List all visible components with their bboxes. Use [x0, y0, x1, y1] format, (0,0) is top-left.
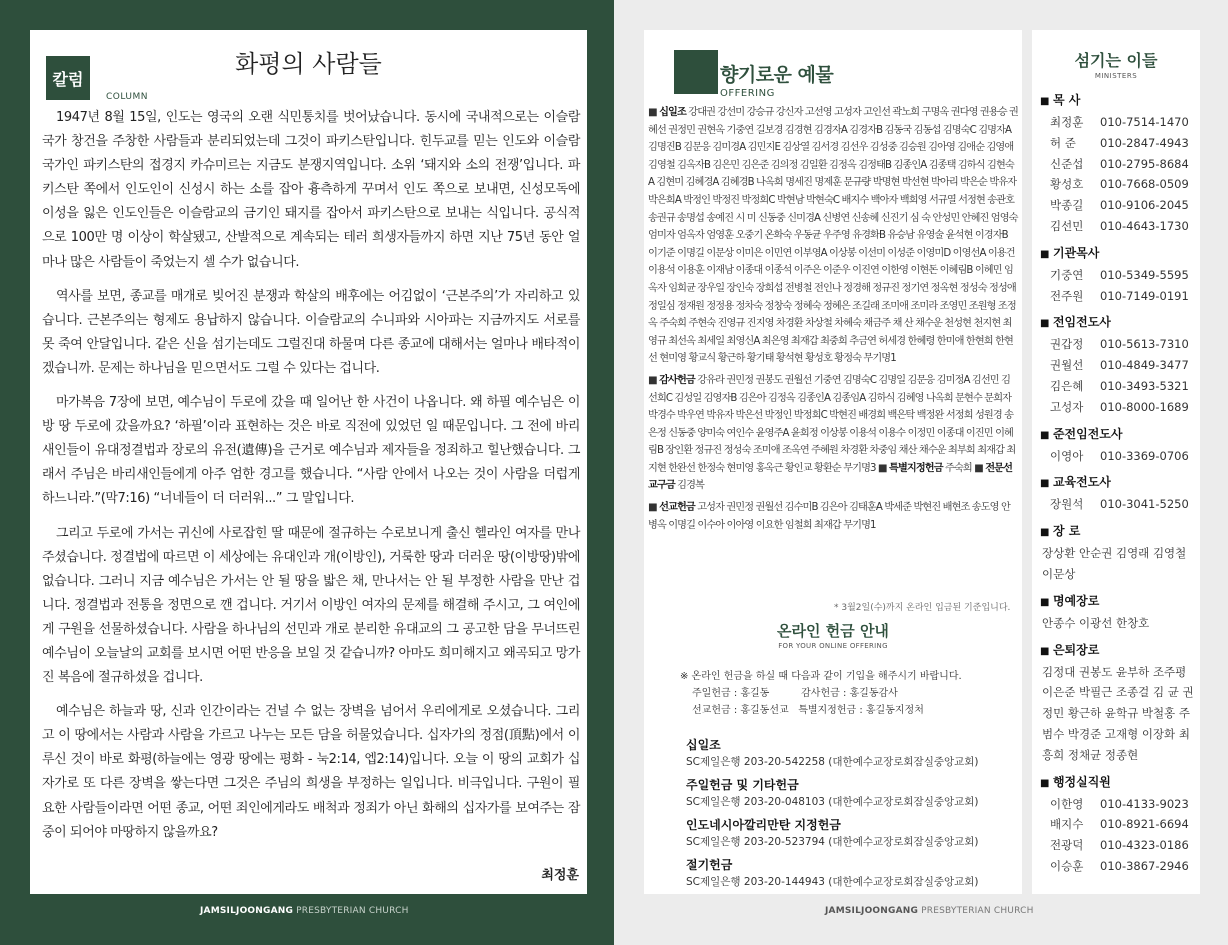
- minister-name: 이영아: [1050, 448, 1084, 463]
- minister-names: 안종수 이광선 한창호: [1042, 615, 1150, 630]
- minister-phone: 010-4323-0186: [1100, 838, 1189, 853]
- minister-row: [1040, 835, 1200, 856]
- offering-section-names: 주숙희: [945, 462, 972, 474]
- footer-left: [200, 906, 409, 916]
- minister-phone: 010-7668-0509: [1100, 177, 1189, 192]
- online-offering-row: 선교헌금 : 홍길동선교 특별지정헌금 : 홍길동지정처: [692, 705, 924, 716]
- ministers-title: 섬기는 이들: [1074, 51, 1158, 70]
- offering-tag-block: [674, 50, 718, 94]
- offering-section-names: 강유라 권민정 권봉도 권월선 기중연 김명숙C 김명일 김문응 김미정A 김선민 김선희C 김성일 김영자B 김은아 김정옥 김종인A 김종임A 김하식 김혜영 나옥희 문현수 문희자 박경수 박우연 박유자 박은선 박정인 박정희C 박현진 배경희 백은탁 백정완 서정희 성원경 송은정 신동중 양미숙 여인수 윤영주A 윤희정 이상봉 이용석 이용수 이정민 이종대 이진민 이혜림B 장인환 정규진 정성숙 조미애 조옥연 주혜원 차경환 차중임 채산 채수운 최부희 최재갑 최지현 한완선 한정숙 현미영 홍옥근 황인교 황환순 무기명3: [648, 374, 1016, 474]
- minister-group-heading: ■ 목 사: [1040, 90, 1200, 112]
- account-number: SC제일은행 203-20-542258 (대한예수교장로회잠실중앙교회): [686, 756, 979, 768]
- minister-name: 전주원: [1050, 288, 1084, 303]
- minister-name: 장원석: [1050, 497, 1084, 512]
- minister-row: [1040, 154, 1200, 175]
- minister-name: 허 준: [1050, 135, 1076, 150]
- account-name: 인도네시아깔리만탄 지정헌금: [686, 818, 841, 832]
- ministers-panel: [1032, 30, 1200, 894]
- minister-row: [1040, 195, 1200, 216]
- minister-row: [1040, 446, 1200, 467]
- minister-group-heading: ■ 은퇴장로: [1040, 640, 1200, 662]
- online-offering-row: 주일헌금 : 홍길동 감사헌금 : 홍길동감사: [692, 688, 898, 699]
- minister-phone: 010-8921-6694: [1100, 817, 1189, 832]
- footer-brand-bold: JAMSILJOONGANG: [825, 906, 919, 916]
- minister-phone: 010-5349-5595: [1100, 267, 1189, 282]
- minister-group: [1040, 591, 1200, 634]
- offering-section: ■ 감사헌금 강유라 권민정 권봉도 권월선 기중연 김명숙C 김명일 김문응 김미정A 김선민 김선희C 김성일 김영자B 김은아 김정옥 김종인A 김종임A 김하식 김혜영 나옥희 문현수 문희자 박경수 박우연 박유자 박은선 박정인 박정희C 박현진 배경희 백은탁 백정완 서정희 성원경 송은정 신동중 양미숙 여인수 윤영주A 윤희정 이상봉 이용석 이용수 이정민 이종대 이진민 이혜림B 장인환 정규진 정성숙 조미애 조옥연 주혜원 차경환 차중임 채산 채수운 최부희 최재갑 최지현 한완선 한정숙 현미영 홍옥근 황인교 황환순 무기명3 ■ 특별지정헌금 주숙희 ■ 전문선교구금 김경복: [648, 374, 1016, 492]
- minister-group-heading: ■ 전임전도사: [1040, 312, 1200, 334]
- minister-group-heading: ■ 교육전도사: [1040, 472, 1200, 494]
- minister-row: [1040, 814, 1200, 835]
- footer-brand-bold: JAMSILJOONGANG: [200, 906, 294, 916]
- minister-phone: 010-2795-8684: [1100, 156, 1189, 171]
- offering-section-label: 전문선교구금: [648, 462, 1013, 492]
- footer-brand-rest: PRESBYTERIAN CHURCH: [918, 906, 1034, 916]
- account-name: 절기헌금: [686, 858, 733, 872]
- minister-group: [1040, 90, 1200, 237]
- minister-row: [1040, 174, 1200, 195]
- minister-phone: 010-7149-0191: [1100, 288, 1189, 303]
- minister-row: [1040, 133, 1200, 154]
- offering-section-label: 십일조: [659, 107, 686, 118]
- offering-section-names: 고성자 권민정 권월선 김수미B 김은아 김태훈A 박세준 박현진 배현조 송도영 안병옥 이명길 이수아 이아영 이요한 임철희 최재갑 무기명1: [648, 502, 1010, 531]
- offering-section-names: 김경복: [677, 480, 704, 492]
- minister-phone: 010-3041-5250: [1100, 497, 1189, 512]
- minister-group: [1040, 312, 1200, 417]
- account-list: [686, 736, 979, 896]
- offering-list: [648, 104, 1018, 538]
- column-body: [42, 106, 580, 855]
- minister-group-heading: ■ 행정실직원: [1040, 772, 1200, 794]
- minister-name: 전광덕: [1050, 838, 1084, 853]
- minister-row: [1040, 376, 1200, 397]
- minister-name: 배지수: [1050, 817, 1084, 832]
- minister-row: [1040, 265, 1200, 286]
- footer-right: [825, 906, 1034, 916]
- column-tag-sub: COLUMN: [106, 92, 149, 102]
- minister-row: [1040, 794, 1200, 815]
- minister-name: 김선민: [1050, 218, 1084, 233]
- minister-name: 최정훈: [1050, 115, 1084, 129]
- minister-group: [1040, 640, 1200, 766]
- minister-group: [1040, 243, 1200, 307]
- minister-phone: 010-3493-5321: [1100, 378, 1189, 393]
- offering-sub: OFFERING: [720, 88, 775, 99]
- minister-row: [1040, 216, 1200, 237]
- offering-section-label: 감사헌금: [659, 374, 695, 386]
- column-title: 화평의 사람들: [235, 50, 382, 78]
- account-item: [686, 736, 979, 771]
- footer-brand-rest: PRESBYTERIAN CHURCH: [293, 906, 409, 916]
- column-paragraph: 역사를 보면, 종교를 매개로 빚어진 분쟁과 학살의 배후에는 어김없이 ‘근본주의’가 자리하고 있습니다. 근본주의는 형제도 용납하지 않습니다. 이슬람교의 수니파와 시아파는 지금까지도 서로를 못 죽여 안달입니다. 같은 신을 섬기는데도 그럴진대 하물며 다른 종교에 대해서는 얼마나 배타적이겠습니까. 문제는 하나님을 믿으면서도 그럴 수 있다는 겁니다.: [42, 288, 580, 376]
- minister-group: [1040, 472, 1200, 515]
- minister-row: [1040, 355, 1200, 376]
- minister-phone: 010-3867-2946: [1100, 858, 1189, 873]
- minister-name: 권월선: [1050, 358, 1084, 373]
- minister-phone: 010-4133-9023: [1100, 796, 1189, 811]
- offering-title: 향기로운 예물: [720, 64, 834, 86]
- column-paragraph: 그리고 두로에 가서는 귀신에 사로잡힌 딸 때문에 절규하는 수로보니게 출신 헬라인 여자를 만나주셨습니다. 정결법에 따르면 이 세상에는 유대인과 개(이방인), 거룩한 땅과 더러운 땅(이방땅)밖에 없습니다. 그러니 지금 예수님은 가서는 안 될 땅을 밟은 채, 만나서는 안 될 부정한 사람을 만난 겁니다. 정결법과 전통을 정면으로 깬 겁니다. 거기서 이방인 여자의 문제를 해결해 주시고, 그 여인에게 구원을 선물하셨습니다. 사람을 하나님의 선민과 개로 분리한 유대교의 그 공고한 담을 무너뜨린 예수님이 오늘날의 교회를 보시면 어떤 반응을 보일 것 같습니까? 아마도 희미해지고 왜곡되고 망가진 복음에 절규하셨을 겁니다.: [42, 525, 580, 686]
- minister-row: [1040, 112, 1200, 133]
- minister-group-heading: ■ 장 로: [1040, 521, 1200, 543]
- online-offering-info: [680, 668, 962, 719]
- ministers-list: [1040, 90, 1200, 883]
- minister-names: 장상환 안순권 김영래 김영철 이문상: [1042, 546, 1187, 581]
- column-panel: [30, 30, 587, 894]
- minister-row: [1040, 286, 1200, 307]
- minister-group-heading: ■ 명예장로: [1040, 591, 1200, 613]
- minister-name: 이한영: [1050, 796, 1084, 811]
- column-paragraph: 1947년 8월 15일, 인도는 영국의 오랜 식민통치를 벗어났습니다. 동시에 국내적으로는 이슬람국가 창건을 주창한 사람들과 분리되었는데 그것이 파키스탄입니다. 힌두교를 믿는 인도와 이슬람국가인 파키스탄의 접경지 카슈미르는 지금도 분쟁지역입니다. 소위 ‘돼지와 소의 전쟁’입니다. 파키스탄 쪽에서 인도인이 신성시 하는 소를 잡아 흉측하게 꾸며서 인도 쪽으로 보내면, 신성모독에 이성을 잃은 인도인들은 이슬람교의 금기인 돼지를 잡아서 파키스탄으로 보내는 식입니다. 공식적으로 100만 명 이상이 학살됐고, 산발적으로 계속되는 테러 희생자들까지 하면 지난 75년 동안 얼마나 많은 사람들이 죽었는지 셀 수가 없습니다.: [42, 110, 580, 270]
- account-number: SC제일은행 203-20-144943 (대한예수교장로회잠실중앙교회): [686, 876, 979, 888]
- account-item: [686, 856, 979, 891]
- minister-name: 김은혜: [1050, 378, 1084, 393]
- minister-group: [1040, 521, 1200, 585]
- column-paragraph: 예수님은 하늘과 땅, 신과 인간이라는 건널 수 없는 장벽을 넘어서 우리에게로 오셨습니다. 그리고 이 땅에서는 사람과 사람을 가르고 나누는 모든 담을 허물었습니다. 십자가의 정점(頂點)에서 이루신 것이 바로 화평(하늘에는 영광 땅에는 평화 - 눅2:14, 엡2:14)입니다. 오늘 이 땅의 교회가 십자가로 또 다른 장벽을 쌓는다면 그것은 주님의 희생을 부정하는 일입니다. 비극입니다. 구원이 필요한 사람들이라면 어떤 종교, 어떤 죄인에게라도 배척과 정죄가 아닌 화해의 십자가를 보여주는 잠중이 되어야 마땅하지 않을까요?: [42, 704, 580, 840]
- minister-phone: 010-5613-7310: [1100, 337, 1189, 352]
- account-name: 주일헌금 및 기타헌금: [686, 778, 799, 792]
- offering-section-label: 선교헌금: [659, 502, 695, 514]
- account-item: [686, 816, 979, 851]
- minister-phone: 010-9106-2045: [1100, 198, 1189, 213]
- account-number: SC제일은행 203-20-523794 (대한예수교장로회잠실중앙교회): [686, 836, 979, 848]
- offering-section-label: 특별지정헌금: [889, 462, 943, 474]
- minister-name: 이승훈: [1050, 858, 1084, 873]
- offering-note: * 3월2일(수)까지 온라인 입금된 기준입니다.: [834, 603, 1011, 613]
- minister-name: 기중연: [1050, 267, 1084, 282]
- offering-section: ■ 십일조 강대권 강선미 강승규 강신자 고선영 고성자 고인선 곽노희 구명옥 권다영 권용승 권혜선 권정민 권현옥 기중연 길보경 김경현 김경자A 김경자B 김동국 김동섭 김명숙C 김명자A 김명진B 김문응 김미경A 김민지E 김상열 김서경 김선우 김성중 김승원 김아영 김애순 김영애 김영철 김옥자B 김은민 김은준 김의정 김일환 김정옥 김정태B 김종인A 김종택 김하식 김현숙A 김현미 김혜경A 김혜경B 나옥희 명세진 명제훈 문규량 박명현 박선현 박아리 박은순 박유자 박은희A 박정인 박정진 박정희C 박현남 박현숙C 배지수 백아자 백희영 서규열 서정현 송관호 송권규 송명섭 송예진 시 미 신동중 신미경A 신병연 신송혜 신진기 심 숙 안성민 안혜진 엄영숙 엄미자 엄옥자 엄영훈 오중기 온화숙 우동균 우주영 유경화B 유승남 유영술 윤석현 이경자B 이기준 이명길 이문상 이미은 이민연 이부영A 이상봉 이선미 이성준 이영미D 이영선A 이용건 이용석 이용훈 이재남 이종대 이종석 이주은 이준우 이진연 이한영 이현돈 이혜림B 이혜민 임옥자 임희균 장우일 장인숙 장희섭 전병철 전인나 정경해 정규진 정기연 정옥현 정성숙 정성애 정일심 정재원 정정용 정차숙 정창숙 정혜숙 정혜은 조길래 조미애 조미라 조영민 조원형 조정옥 주숙희 주현숙 진영규 진지영 차경환 차상철 차혜숙 채금주 채 산 채수운 천성현 천지현 최영규 최선옥 최세일 최영신A 최은영 최재갑 최중희 추금연 허세경 한혜령 한미애 한현희 한현선 현미영 황교식 황근하 황기태 황석현 황성호 황정숙 무기명1: [648, 107, 1018, 365]
- minister-name: 권갑정: [1050, 337, 1084, 352]
- column-author: 최정훈: [541, 868, 579, 883]
- online-offering-note: ※ 온라인 헌금을 하실 때 다음과 같이 기입을 해주시기 바랍니다.: [680, 671, 962, 682]
- account-number: SC제일은행 203-20-048103 (대한예수교장로회잠실중앙교회): [686, 796, 979, 808]
- minister-row: [1040, 856, 1200, 877]
- online-offering-title: 온라인 헌금 안내: [777, 622, 889, 640]
- offering-section-names: 강대권 강선미 강승규 강신자 고선영 고성자 고인선 곽노희 구명옥 권다영 권용승 권혜선 권정민 권현옥 기중연 길보경 김경현 김경자A 김경자B 김동국 김동섭 김명숙C 김명자A 김명진B 김문응 김미경A 김민지E 김상열 김서경 김선우 김성중 김승원 김아영 김애순 김영애 김영철 김옥자B 김은민 김은준 김의정 김일환 김정옥 김정태B 김종인A 김종택 김하식 김현숙A 김현미 김혜경A 김혜경B 나옥희 명세진 명제훈 문규량 박명현 박선현 박아리 박은순 박유자 박은희A 박정인 박정진 박정희C 박현남 박현숙C 배지수 백아자 백희영 서규열 서정현 송관호 송권규 송명섭 송예진 시 미 신동중 신미경A 신병연 신송혜 신진기 심 숙 안성민 안혜진 엄영숙 엄미자 엄옥자 엄영훈 오중기 온화숙 우동균 우주영 유경화B 유승남 유영술 윤석현 이경자B 이기준 이명길 이문상 이미은 이민연 이부영A 이상봉 이선미 이성준 이영미D 이영선A 이용건 이용석 이용훈 이재남 이종대 이종석 이주은 이준우 이진연 이한영 이현돈 이혜림B 이혜민 임옥자 임희균 장우일 장인숙 장희섭 전병철 전인나 정경해 정규진 정기연 정옥현 정성숙 정성애 정일심 정재원 정정용 정차숙 정창숙 정혜숙 정혜은 조길래 조미애 조미라 조영민 조원형 조정옥 주숙희 주현숙 진영규 진지영 차경환 차상철 차혜숙 채금주 채 산 채수운 천성현 천지현 최영규 최선옥 최세일 최영신A 최은영 최재갑 최중희 추금연 허세경 한혜령 한미애 한현희 한현선 현미영 황교식 황근하 황기태 황석현 황성호 황정숙 무기명1: [648, 107, 1018, 365]
- online-offering-sub: FOR YOUR ONLINE OFFERING: [778, 642, 888, 650]
- minister-group-heading: ■ 준전임전도사: [1040, 424, 1200, 446]
- minister-name: 고성자: [1050, 399, 1084, 414]
- minister-phone: 010-4849-3477: [1100, 358, 1189, 373]
- minister-group: [1040, 772, 1200, 877]
- minister-group-heading: ■ 기관목사: [1040, 243, 1200, 265]
- minister-phone: 010-8000-1689: [1100, 399, 1189, 414]
- minister-name: 황성호: [1050, 177, 1084, 192]
- minister-names: 김정대 권봉도 윤부하 조주평 이은준 박필근 조종걸 김 균 권정민 황근하 윤학규 박철홍 주범수 박경준 고재형 이장화 최흥희 정채균 정종현: [1042, 664, 1194, 762]
- ministers-sub: MINISTERS: [1094, 72, 1138, 80]
- minister-phone: 010-3369-0706: [1100, 448, 1189, 463]
- account-name: 십일조: [686, 738, 721, 752]
- minister-phone: 010-2847-4943: [1100, 135, 1189, 150]
- minister-phone: 010-4643-1730: [1100, 218, 1189, 233]
- minister-row: [1040, 397, 1200, 418]
- column-tag: 칼럼: [46, 56, 90, 100]
- minister-phone: 010-7514-1470: [1100, 115, 1189, 129]
- minister-group: [1040, 424, 1200, 467]
- column-paragraph: 마가복음 7장에 보면, 예수님이 두로에 갔을 때 일어난 한 사건이 나옵니다. 왜 하필 예수님은 이방 땅 두로에 갔을까요? ‘하필’이라 표현하는 것은 바로 직전에 있었던 일 때문입니다. 그 전에 바리새인들이 유대정결법과 장로의 유전(遺傳)을 근거로 예수님과 제자들을 정죄하고 힐난했습니다. 그래서 주님은 바리새인들에게 아주 엄한 경고를 했습니다. “사람 안에서 나오는 것이 사람을 더럽게 하느니라.”(막7:16) “너네들이 더 더러워...” 그 말입니다.: [42, 395, 580, 507]
- minister-row: [1040, 334, 1200, 355]
- minister-name: 박종길: [1050, 198, 1084, 213]
- account-item: [686, 776, 979, 811]
- minister-row: [1040, 494, 1200, 515]
- offering-section: ■ 선교헌금 고성자 권민정 권월선 김수미B 김은아 김태훈A 박세준 박현진 배현조 송도영 안병옥 이명길 이수아 이아영 이요한 임철희 최재갑 무기명1: [648, 502, 1010, 531]
- minister-name: 신준섭: [1050, 156, 1084, 171]
- offering-panel: [644, 30, 1022, 894]
